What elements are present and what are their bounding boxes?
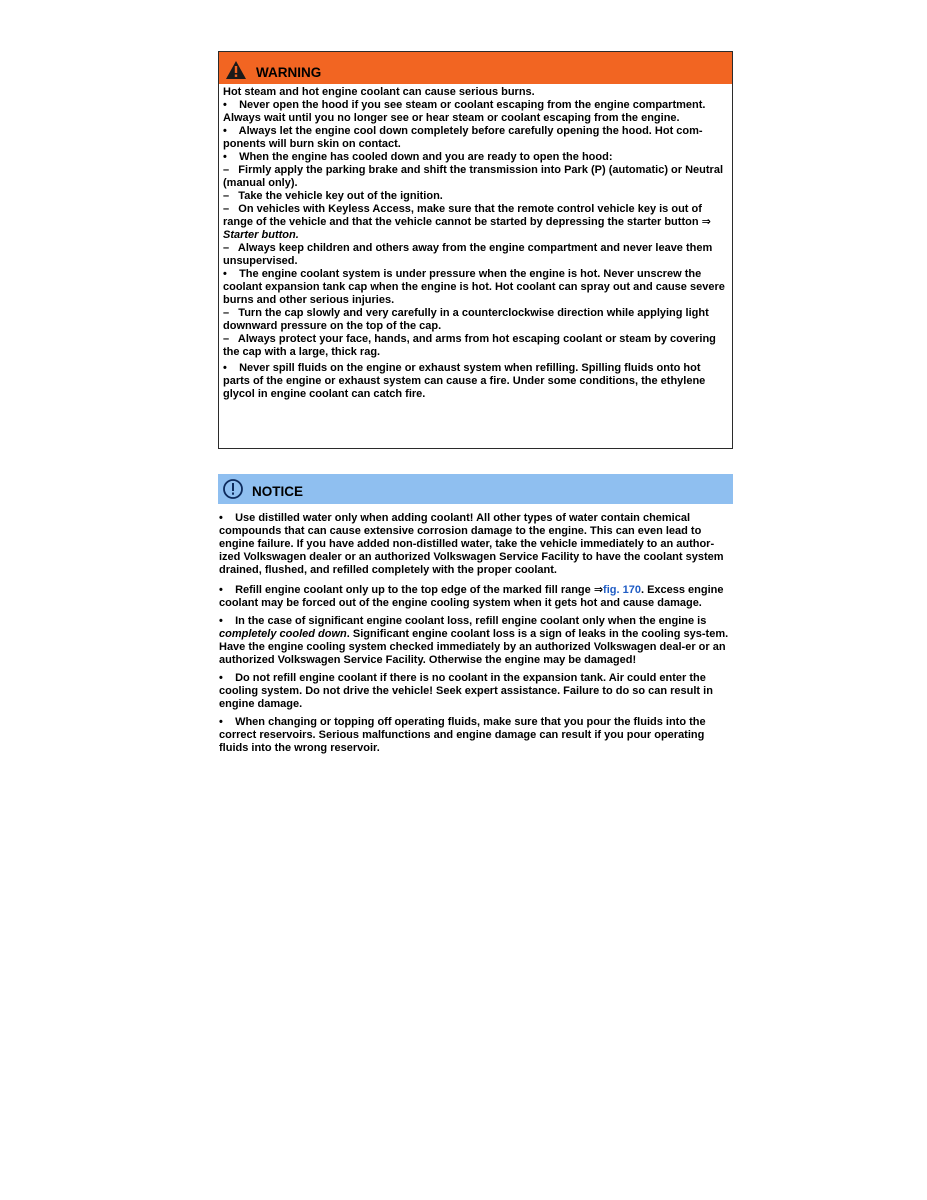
warning-item: • When the engine has cooled down and you are ready to open the hood: [223, 151, 613, 163]
warning-item: • Always let the engine cool down completely before carefully opening the hood. Hot com-ponents will burn skin on contact. [223, 125, 703, 150]
warning-subitem: – Firmly apply the parking brake and shift the transmission into Park (P) (automatic) or Neutral (manual only). [223, 164, 724, 189]
warning-item: • The engine coolant system is under pressure when the engine is hot. Never unscrew the coolant expansion tank cap when the engine is hot. Hot coolant can spray out and cause severe burns and other serious injuries. [223, 268, 725, 306]
warning-body [219, 84, 732, 401]
notice-header [218, 474, 733, 504]
warning-subitem: – On vehicles with Keyless Access, make sure that the remote control vehicle key is out of range of the vehicle and that the vehicle cannot be started by depressing the starter button ⇒ Starter button. [223, 203, 711, 241]
notice-item: • Do not refill engine coolant if there is no coolant in the expansion tank. Air could enter the cooling system. Do not drive the vehicle! Seek expert assistance. Failure to do so can result in engine damage. [219, 672, 713, 710]
fig-170-link[interactable]: fig. 170 [603, 584, 641, 596]
warning-intro: Hot steam and hot engine coolant can cause serious burns. [223, 86, 535, 98]
exclamation-circle-icon [222, 478, 244, 500]
warning-header [219, 52, 732, 84]
warning-triangle-icon [225, 60, 247, 80]
warning-item: • Never spill fluids on the engine or exhaust system when refilling. Spilling fluids onto hot parts of the engine or exhaust system can cause a fire. Under some conditions, the ethylene glycol in engine coolant can catch fire. [223, 362, 706, 400]
warning-item: • Never open the hood if you see steam or coolant escaping from the engine compartment. Always wait until you no longer see or hear steam or coolant escaping from the engine. [223, 99, 706, 124]
starter-button-link[interactable]: Starter button [223, 229, 296, 241]
warning-subitem: – Take the vehicle key out of the ignition. [223, 190, 443, 202]
warning-title: WARNING [256, 64, 322, 80]
warning-subitem: – Always keep children and others away from the engine compartment and never leave them unsupervised. [223, 242, 713, 267]
notice-item: • When changing or topping off operating fluids, make sure that you pour the fluids into the correct reservoirs. Serious malfunctions and engine damage can result if you pour operating fluids into the wrong reservoir. [219, 716, 706, 754]
notice-item: • Use distilled water only when adding coolant! All other types of water contain chemical compounds that can cause extensive corrosion damage to the engine. This can even lead to engine failure. If you have added non-distilled water, take the vehicle immediately to an author-ized Volkswagen dealer or an authorized Volkswagen Service Facility to have the coolant system drained, flushed, and refilled completely with the proper coolant. [219, 512, 724, 576]
notice-title: NOTICE [252, 483, 304, 499]
notice-item: • Refill engine coolant only up to the top edge of the marked fill range ⇒fig. 170. Excess engine coolant may be forced out of the engine cooling system when it gets hot and cause damage. [219, 584, 724, 609]
warning-subitem: – Always protect your face, hands, and arms from hot escaping coolant or steam by covering the cap with a large, thick rag. [223, 333, 716, 358]
notice-item: • In the case of significant engine coolant loss, refill engine coolant only when the engine is completely cooled down. Significant engine coolant loss is a sign of leaks in the cooling sys-tem. Have the engine cooling system checked immediately by an authorized Volkswagen deal-er or an authorized Volkswagen Service Facility. Otherwise the engine may be damaged! [219, 615, 729, 666]
warning-subitem: – Turn the cap slowly and very carefully in a counterclockwise direction while applying light downward pressure on the top of the cap. [223, 307, 709, 332]
notice-body [219, 512, 733, 760]
warning-box [218, 51, 733, 449]
